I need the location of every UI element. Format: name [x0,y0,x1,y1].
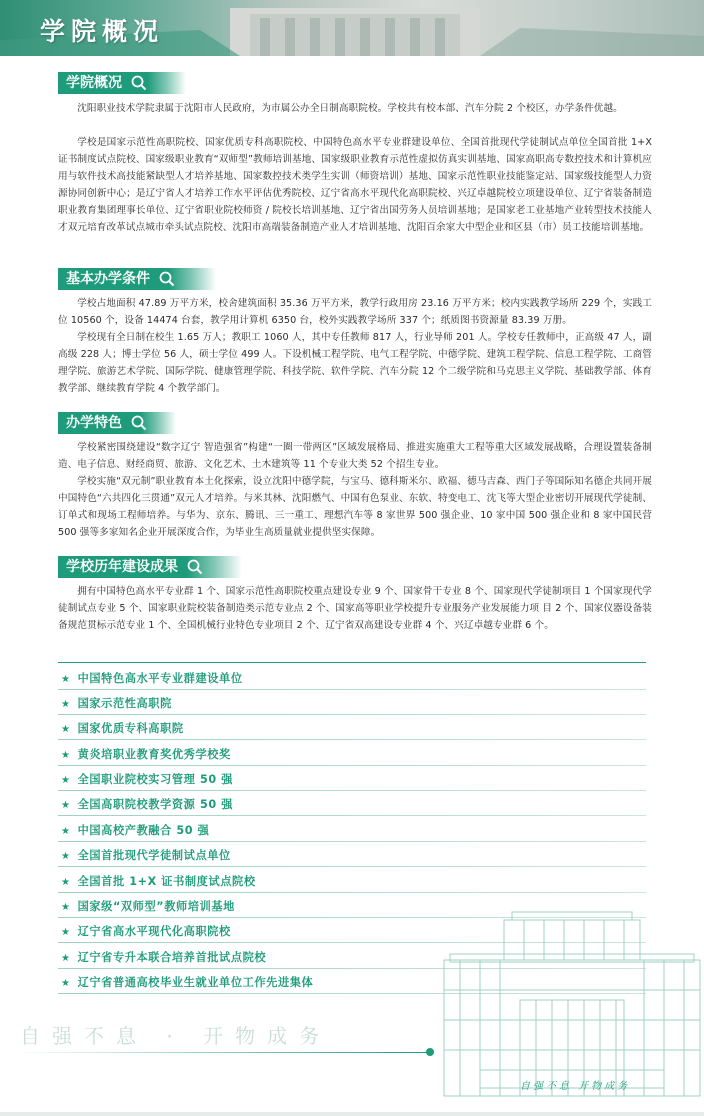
award-label: 黄炎培职业教育奖优秀学校奖 [77,748,231,761]
star-icon: ★ [61,674,71,685]
banner-title: 学院概况 [40,17,165,46]
award-item [58,668,646,690]
award-label: 全国首批 1+X 证书制度试点院校 [77,875,256,888]
divider [58,866,646,867]
award-label: 全国职业院校实习管理 50 强 [77,773,233,786]
award-item [58,871,646,893]
award-label: 全国首批现代学徒制试点单位 [77,849,231,862]
search-icon [158,270,176,288]
star-icon: ★ [61,953,71,964]
divider [58,892,646,893]
award-label: 国家级“双师型”教师培训基地 [77,900,235,913]
star-icon: ★ [61,724,71,735]
section-heading-overview [58,72,186,94]
divider [58,689,646,690]
paragraph: 学校是国家示范性高职院校、国家优质专科高职院校、中国特色高水平专业群建设单位、全国首批现代学徒制试点单位全国首批 1+X 证书制度试点院校、国家级职业教育“双师型”教师培训基地、国家级职业教育示范性虚拟仿真实训基地、国家高职高专数控技术和计算机应用与软件技术高技能紧缺型人才培养基地、国家数控技术类学生实训（师资培训）基地、国家示范性职业技能鉴定站、国家级技能型人力资源协同创新中心；是辽宁省人才培养工作水平评估优秀院校、辽宁省高水平现代化高职院校、兴辽卓越院校立项建设单位、辽宁省装备制造职业教育集团理事长单位、辽宁省职业院校师资 / 院校长培训基地、辽宁省出国劳务人员培训基地；是国家老工业基地产业转型技术技能人才双元培育改革试点城市牵头试点院校、沈阳市高端装备制造产业人才培训基地、沈阳百余家大中型企业和区县（市）员工技能培训基地。 [58,137,652,233]
star-icon: ★ [61,800,71,811]
star-icon: ★ [61,978,71,989]
page-bottom-edge [0,1112,704,1116]
award-list-top-rule [58,662,646,663]
award-item [58,820,646,842]
section-heading-label: 办学特色 [66,415,122,431]
section-heading-features [58,412,176,434]
section-heading-label: 学校历年建设成果 [66,559,178,575]
star-icon: ★ [61,877,71,888]
paragraph: 学校实施“双元制”职业教育本土化探索，设立沈阳中德学院，与宝马、德科斯米尔、欧福、德马吉森、西门子等国际知名德企共同开展中国特色“六共四化三贯通”双元人才培养。与米其林、沈阳燃气、中国有色泵业、东软、特变电工、沈飞等大型企业密切开展现代学徒制、订单式和现场工程师培养。与华为、京东、腾讯、三一重工、理想汽车等 8 家世界 500 强企业、10 家中国 500 强企业和 8 家中国民营 500 强等多家知名企业开展深度合作，为毕业生高质量就业提供坚实保障。 [58,476,652,538]
building-caption: 自强不息 开物成务 [520,1081,631,1092]
star-icon: ★ [61,699,71,710]
header-banner [0,0,704,56]
section-heading-conditions [58,268,216,290]
section-heading-label: 学院概况 [66,75,122,91]
search-icon [130,414,148,432]
divider [58,739,646,740]
award-item [58,845,646,867]
star-icon: ★ [61,775,71,786]
award-item [58,693,646,715]
section-heading-label: 基本办学条件 [66,271,150,287]
slogan: 自强不息 · 开物成务 [20,1024,332,1048]
search-icon [186,558,204,576]
award-label: 辽宁省专升本联合培养首批试点院校 [77,951,267,964]
paragraph: 学校现有全日制在校生 1.65 万人；教职工 1060 人，其中专任教师 817 人，行业导师 201 人。学校专任教师中，正高级 47 人，副高级 228 人；博士学位 56 人，硕士学位 499 人。下设机械工程学院、电气工程学院、中德学院、建筑工程学院、信息工程学院、工商管理学院、旅游艺术学院、国际学院、健康管理学院、科技学院、软件学院、汽车分院 12 个二级学院和马克思主义学院、基础教学部、体育教学部、继续教育学院 4 个教学部门。 [58,332,652,394]
award-label: 中国高校产教融合 50 强 [77,824,210,837]
divider [58,790,646,791]
star-icon: ★ [61,902,71,913]
slogan-dot [426,1048,434,1056]
paragraph: 学校占地面积 47.89 万平方米，校舍建筑面积 35.36 万平方米，教学行政用房 23.16 万平方米；校内实践教学场所 229 个，实践工位 10560 个，设备 14474 台套，教学用计算机 6350 台，校外实践教学场所 337 个；纸质图书资源量 83.39 万册。 [58,298,652,326]
award-item [58,794,646,816]
award-label: 国家示范性高职院 [77,697,172,710]
section-heading-achievements [58,556,242,578]
award-label: 辽宁省普通高校毕业生就业单位工作先进集体 [77,976,314,989]
award-item [58,769,646,791]
search-icon [130,74,148,92]
divider [58,765,646,766]
award-label: 国家优质专科高职院 [77,722,184,735]
star-icon: ★ [61,851,71,862]
award-label: 全国高职院校教学资源 50 强 [77,798,233,811]
paragraph: 沈阳职业技术学院隶属于沈阳市人民政府，为市属公办全日制高职院校。学校共有校本部、汽车分院 2 个校区，办学条件优越。 [77,103,623,114]
star-icon: ★ [61,750,71,761]
award-label: 中国特色高水平专业群建设单位 [77,672,243,685]
slogan-rule [14,1052,430,1053]
divider [58,815,646,816]
award-item [58,744,646,766]
award-label: 辽宁省高水平现代化高职院校 [77,925,231,938]
star-icon: ★ [61,826,71,837]
award-item [58,718,646,740]
star-icon: ★ [61,927,71,938]
building-illustration [440,900,704,1100]
divider [58,841,646,842]
paragraph: 拥有中国特色高水平专业群 1 个、国家示范性高职院校重点建设专业 9 个、国家骨干专业 8 个、国家现代学徒制项目 1 个国家现代学徒制试点专业 5 个、国家职业院校装备制造类示范专业点 2 个、国家高等职业学校提升专业服务产业发展能力项 目 2 个、国家仪器设备装备规范贯标示范专业 1 个、全国机械行业特色专业项目 2 个、辽宁省双高建设专业群 4 个、兴辽卓越专业群 6 个。 [58,586,652,631]
divider [58,714,646,715]
paragraph: 学校紧密围绕建设“数字辽宁 智造强省”构建“一圈一带两区”区域发展格局、推进实施重大工程等重大区域发展战略，合理设置装备制造、电子信息、财经商贸、旅游、文化艺术、土木建筑等 11 个专业大类 52 个招生专业。 [58,442,652,470]
